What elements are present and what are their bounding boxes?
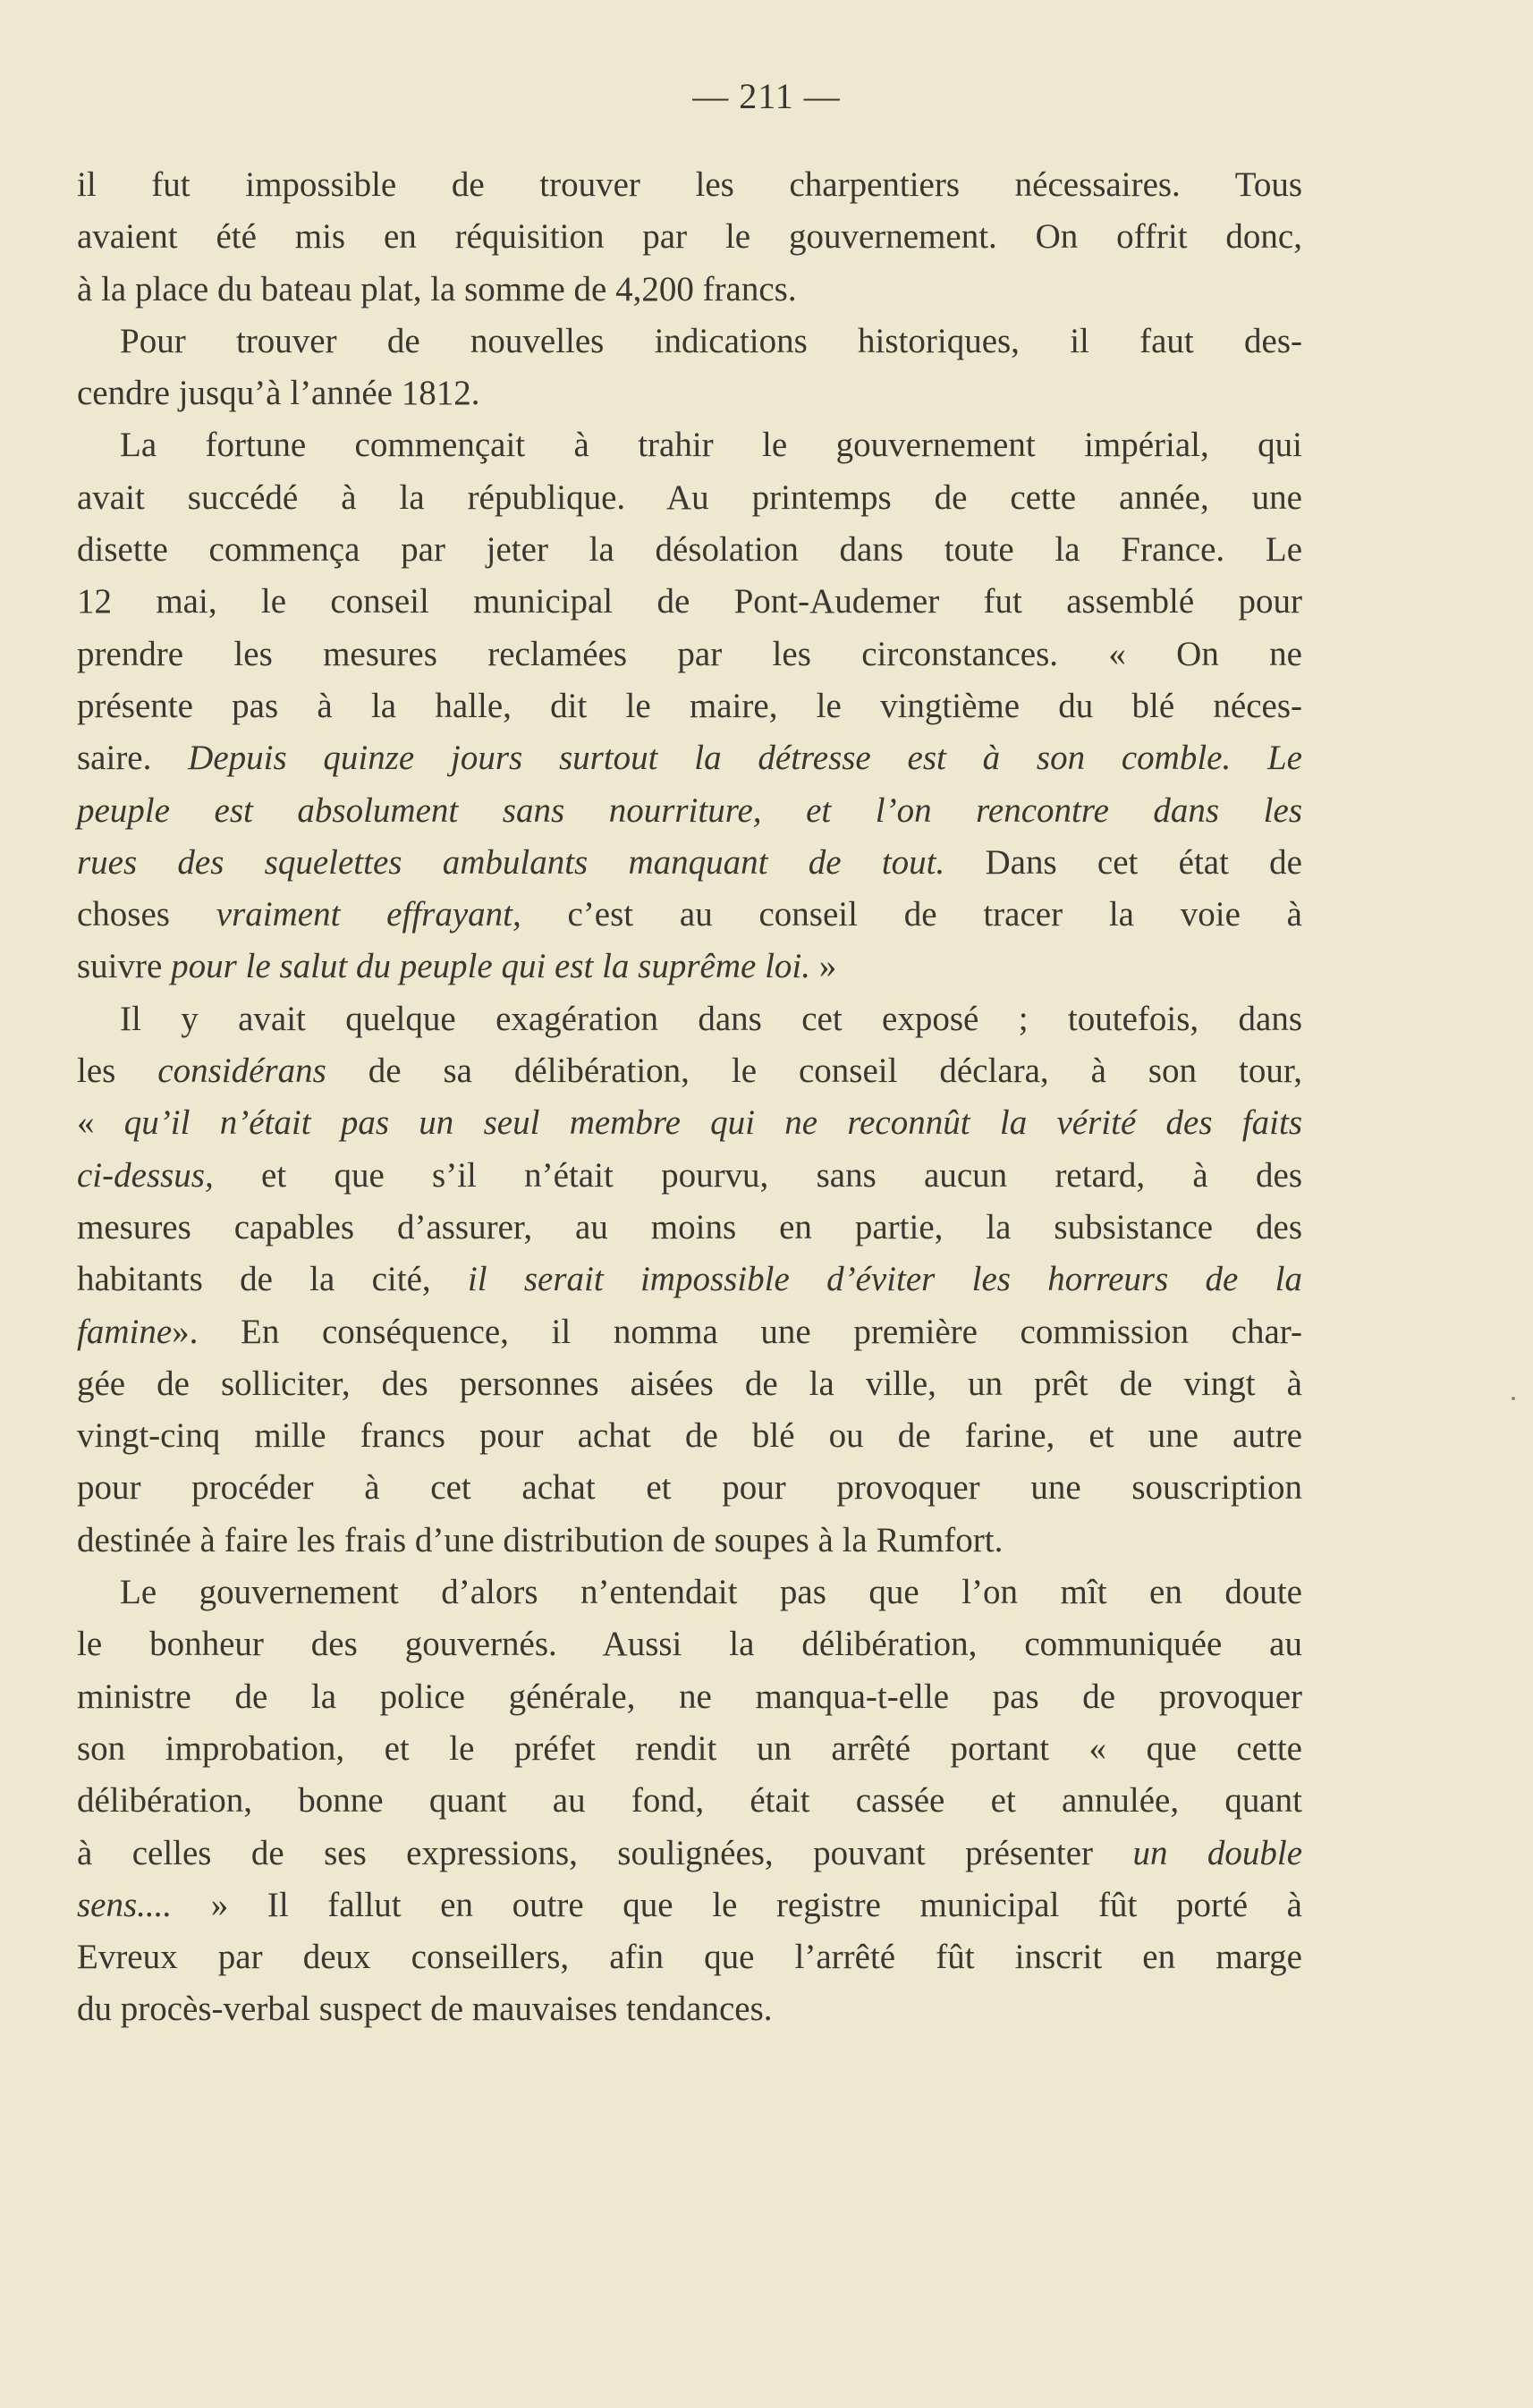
italic-run: peuple est absolument sans nourriture, et l’on rencontre dans les — [77, 790, 1302, 830]
text-run: La fortune commençait à trahir le gouvernement impérial, qui — [120, 426, 1302, 465]
text-run: Le gouvernement d’alors n’entendait pas que l’on mît en doute — [120, 1573, 1302, 1612]
text-run: son improbation, et le préfet rendit un arrêté portant « que cette — [77, 1728, 1302, 1768]
text-run: de sa délibération, le conseil déclara, à son tour, — [326, 1052, 1303, 1091]
text-line — [77, 785, 1302, 837]
text-run: du procès-verbal suspect de mauvaises tendances. — [77, 1990, 773, 2029]
text-line — [77, 472, 1302, 524]
italic-run: considérans — [157, 1052, 326, 1091]
text-line — [77, 1567, 1302, 1618]
italic-run: un double — [1132, 1833, 1302, 1872]
text-run: à la place du bateau plat, la somme de 4,200 francs. — [77, 269, 797, 308]
text-run: prendre les mesures reclamées par les circonstances. « On ne — [77, 634, 1302, 673]
italic-run: sens.... — [77, 1885, 173, 1924]
text-run: mesures capables d’assurer, au moins en partie, la subsistance des — [77, 1207, 1302, 1246]
text-run: présente pas à la halle, dit le maire, le vingtième du blé néces- — [77, 686, 1302, 725]
margin-speck — [1512, 1397, 1515, 1400]
text-run: vingt-cinq mille francs pour achat de blé ou de farine, et une autre — [77, 1416, 1302, 1456]
italic-run: il serait impossible d’éviter les horreurs de la — [467, 1260, 1302, 1299]
italic-run: pour le salut du peuple qui est la suprême loi. — [171, 947, 810, 986]
italic-run: rues des squelettes ambulants manquant de tout. — [77, 842, 945, 882]
text-line — [77, 1462, 1302, 1514]
text-line — [77, 1723, 1302, 1775]
text-line — [77, 1045, 1302, 1097]
body-text — [77, 159, 1302, 2036]
text-line — [77, 159, 1302, 211]
text-run: gée de solliciter, des personnes aisées de la ville, un prêt de vingt à — [77, 1364, 1302, 1403]
text-line — [77, 524, 1302, 576]
text-run: le bonheur des gouvernés. Aussi la délibération, communiquée au — [77, 1625, 1302, 1664]
text-line — [77, 1150, 1302, 1202]
text-line — [77, 732, 1302, 784]
text-run: destinée à faire les frais d’une distribution de soupes à la Rumfort. — [77, 1520, 1004, 1559]
text-line — [77, 837, 1302, 889]
text-line — [77, 1515, 1302, 1567]
text-line — [77, 1097, 1302, 1149]
text-run: les — [77, 1052, 158, 1091]
text-run: Dans cet état de — [944, 842, 1302, 882]
text-run: « — [77, 1103, 124, 1143]
text-run: il fut impossible de trouver les charpentiers nécessaires. Tous — [77, 165, 1302, 204]
text-line — [77, 1828, 1302, 1880]
text-line — [77, 889, 1302, 941]
italic-run: ci-dessus, — [77, 1155, 214, 1195]
text-line — [77, 419, 1302, 471]
text-line — [77, 1306, 1302, 1358]
text-run: Evreux par deux conseillers, afin que l’arrêté fût inscrit en marge — [77, 1938, 1302, 1977]
text-line — [77, 316, 1302, 368]
text-line — [77, 629, 1302, 680]
text-run: avaient été mis en réquisition par le gouvernement. On offrit donc, — [77, 217, 1302, 257]
text-line — [77, 211, 1302, 263]
text-run: cendre jusqu’à l’année 1812. — [77, 374, 480, 413]
text-run: avait succédé à la république. Au printemps de cette année, une — [77, 477, 1302, 517]
page-number: — 211 — — [692, 76, 841, 116]
text-line — [77, 576, 1302, 628]
text-run: pour procéder à cet achat et pour provoquer une souscription — [77, 1468, 1302, 1508]
text-line — [77, 1671, 1302, 1723]
italic-run: famine — [77, 1312, 173, 1351]
text-run: et que s’il n’était pourvu, sans aucun retard, à des — [213, 1155, 1302, 1195]
text-line — [77, 1358, 1302, 1410]
text-run: ». En conséquence, il nomma une première commission char- — [172, 1312, 1302, 1351]
text-line — [77, 1254, 1302, 1305]
text-line — [77, 993, 1302, 1045]
text-line — [77, 680, 1302, 732]
text-line — [77, 264, 1302, 316]
text-run: à celles de ses expressions, soulignées, pouvant présenter — [77, 1833, 1133, 1872]
text-run: disette commença par jeter la désolation dans toute la France. Le — [77, 530, 1302, 570]
text-run: suivre — [77, 947, 172, 986]
text-run: » Il fallut en outre que le registre municipal fût porté à — [172, 1885, 1302, 1924]
text-line — [77, 1983, 1302, 2035]
text-run: ministre de la police générale, ne manqua-t-elle pas de provoquer — [77, 1677, 1302, 1716]
italic-run: vraiment effrayant, — [216, 895, 521, 934]
text-line — [77, 1202, 1302, 1254]
text-run: choses — [77, 895, 216, 934]
text-line — [77, 1775, 1302, 1827]
text-run: 12 mai, le conseil municipal de Pont-Audemer fut assemblé pour — [77, 582, 1302, 621]
text-line — [77, 941, 1302, 993]
text-run: Il y avait quelque exagération dans cet exposé ; toutefois, dans — [120, 999, 1302, 1038]
text-run: saire. — [77, 739, 189, 778]
text-run: habitants de la cité, — [77, 1260, 468, 1299]
italic-run: qu’il n’était pas un seul membre qui ne reconnût la vérité des faits — [123, 1103, 1303, 1143]
italic-run: Depuis quinze jours surtout la détresse est à son comble. Le — [188, 739, 1302, 778]
text-line — [77, 1410, 1302, 1462]
text-line — [77, 1618, 1302, 1670]
text-line — [77, 368, 1302, 419]
text-run: Pour trouver de nouvelles indications historiques, il faut des- — [120, 321, 1302, 360]
text-run: délibération, bonne quant au fond, était cassée et annulée, quant — [77, 1781, 1302, 1821]
text-line — [77, 1931, 1302, 1983]
text-line — [77, 1880, 1302, 1931]
text-run: c’est au conseil de tracer la voie à — [521, 895, 1302, 934]
text-run: » — [810, 947, 837, 986]
